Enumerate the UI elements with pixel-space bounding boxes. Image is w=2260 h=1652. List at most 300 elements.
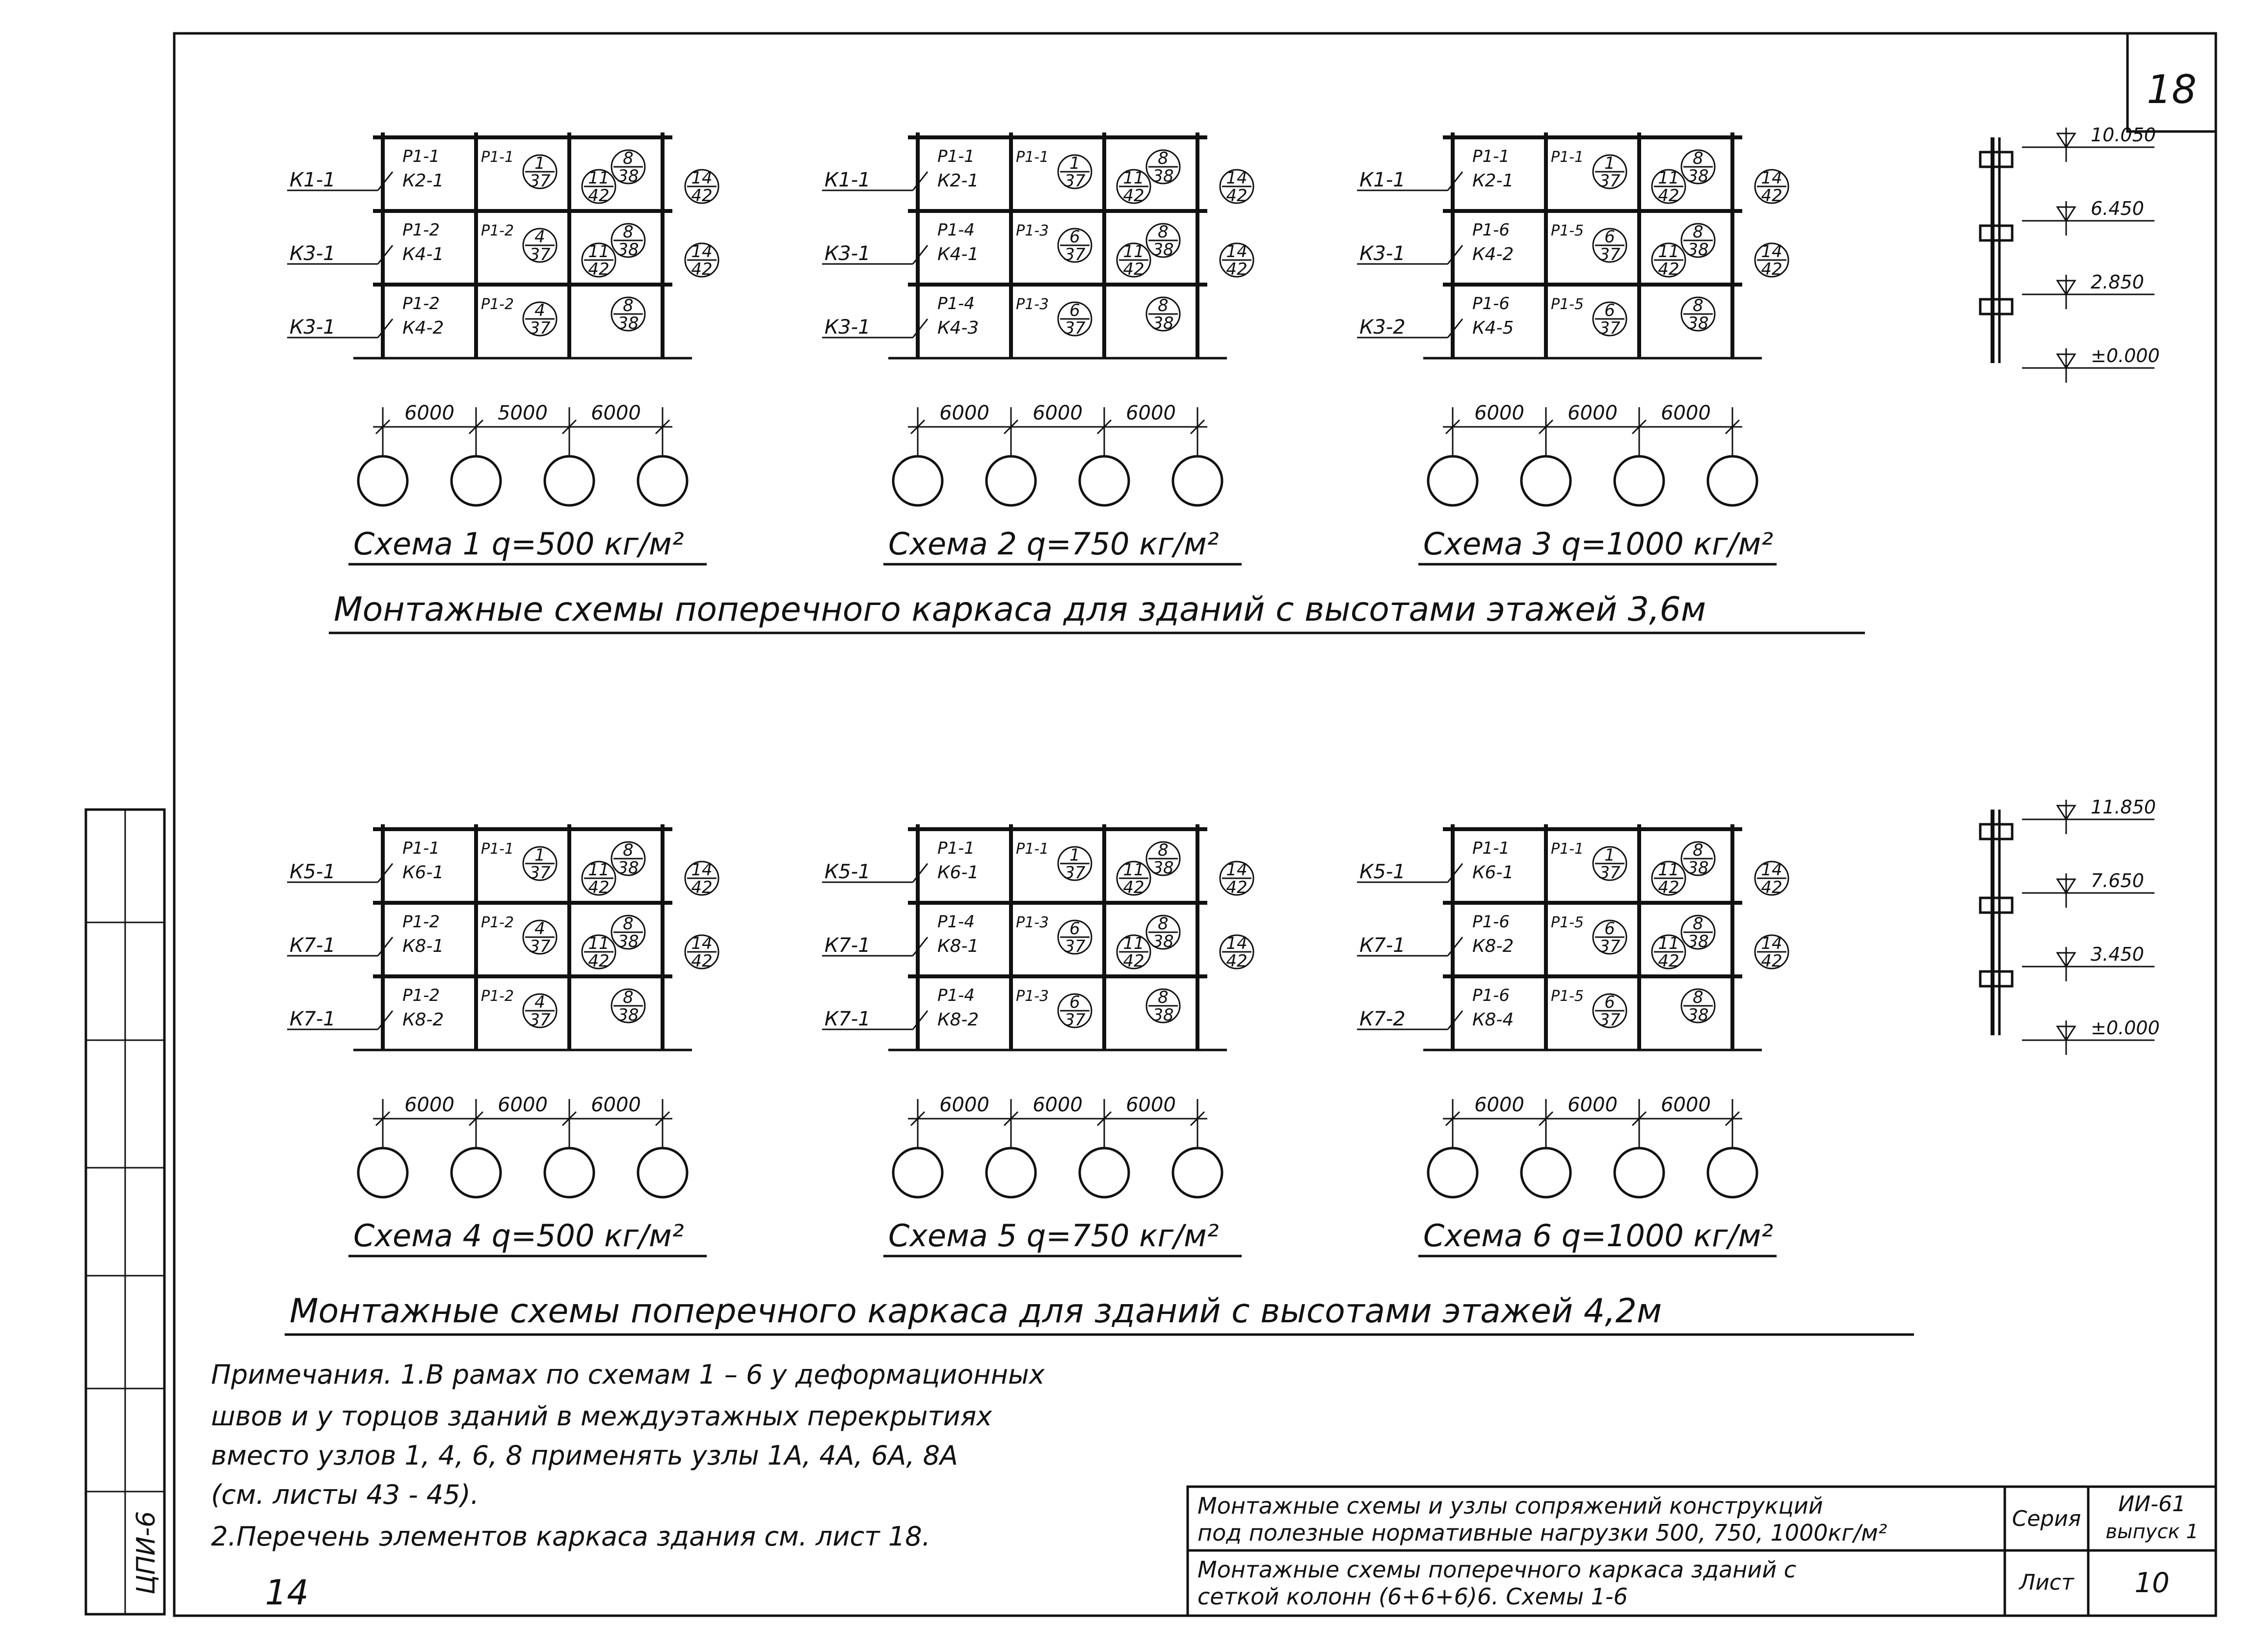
node-a-den: 37 [1064, 937, 1086, 956]
node-d-den: 42 [1226, 186, 1248, 206]
node-c-den: 38 [617, 932, 639, 951]
node-c-den: 38 [1152, 240, 1174, 260]
column-mark: К8-4 [1472, 1010, 1514, 1030]
tb-series-value-2: выпуск 1 [2105, 1521, 2199, 1543]
node-a-den: 37 [1599, 245, 1621, 264]
node-b-num: 11 [1658, 168, 1679, 188]
node-d-num: 14 [1761, 860, 1782, 880]
node-a-num: 4 [534, 919, 545, 939]
node-b-den: 42 [1123, 951, 1144, 971]
axis-bubble-2 [1080, 456, 1129, 505]
elevation-mark: 11.850 [2091, 796, 2156, 818]
node-c-num: 8 [1693, 296, 1703, 315]
column-mark: К4-2 [402, 318, 444, 338]
column-mark: К6-1 [1472, 863, 1514, 883]
node-a [523, 227, 557, 264]
beam-mark-2: Р1-1 [1551, 840, 1584, 858]
column-mark-left: К5-1 [824, 861, 871, 883]
column-mark-left: К3-1 [1359, 242, 1406, 265]
node-a-den: 37 [529, 245, 551, 264]
beam-mark: Р1-1 [402, 839, 440, 858]
node-c-num: 8 [1158, 840, 1169, 860]
tb-series-value-1: ИИ-61 [2118, 1492, 2186, 1517]
axis-bubble-2 [545, 1148, 594, 1197]
elevation-mark: 10.050 [2091, 124, 2156, 146]
side-stamp-org: ЦПИ-6 [132, 1511, 161, 1595]
node-b-den: 42 [1658, 878, 1679, 897]
node-a-den: 37 [1064, 171, 1086, 191]
node-b [582, 934, 615, 971]
axis-bubble-3 [1173, 456, 1222, 505]
node-c [612, 222, 645, 260]
node-a-den: 37 [1599, 1010, 1621, 1030]
node-b-den: 42 [588, 951, 610, 971]
node-a [523, 919, 557, 956]
node-d [685, 860, 718, 897]
node-c [1681, 914, 1715, 951]
note-line-5: 2.Перечень элементов каркаса здания см. лист 18. [211, 1521, 931, 1552]
beam-mark: Р1-2 [402, 220, 440, 240]
column-mark-left: К3-2 [1359, 316, 1406, 339]
node-d [1755, 242, 1788, 279]
node-c [612, 149, 645, 186]
scheme-title: Схема 3 q=1000 кг/м² [1423, 526, 1774, 562]
node-d-den: 42 [691, 186, 713, 206]
axis-bubble-0 [893, 456, 942, 505]
column-mark-left: К3-1 [290, 316, 336, 339]
axis-bubble-3 [1173, 1148, 1222, 1197]
beam-mark: Р1-1 [937, 839, 975, 858]
axis-bubble-1 [1521, 456, 1570, 505]
axis-bubble-1 [452, 456, 501, 505]
node-a-den: 37 [1064, 318, 1086, 338]
node-b-den: 42 [1658, 260, 1679, 279]
axis-bubble-3 [1708, 456, 1757, 505]
note-line-2: швов и у торцов зданий в междуэтажных перекрытиях [211, 1401, 992, 1432]
node-a-num: 1 [1069, 845, 1080, 865]
node-b-num: 11 [588, 860, 610, 880]
node-d-num: 14 [691, 934, 713, 953]
beam-mark-2: Р1-1 [1016, 840, 1049, 858]
node-c-den: 38 [1152, 314, 1174, 333]
axis-bubble-0 [893, 1148, 942, 1197]
node-d-den: 42 [691, 951, 713, 971]
column-mark: К2-1 [402, 171, 444, 191]
node-d [1755, 860, 1788, 897]
scheme-2 [822, 132, 1253, 564]
node-c [1681, 840, 1715, 878]
axis-bubble-0 [358, 1148, 407, 1197]
node-c-num: 8 [1158, 149, 1169, 168]
node-d-den: 42 [1761, 951, 1782, 971]
column-mark-left: К7-2 [1359, 1008, 1406, 1030]
node-b-den: 42 [1123, 878, 1144, 897]
column-mark: К4-1 [937, 244, 979, 264]
title-block [1188, 1487, 2216, 1616]
beam-mark-2: Р1-5 [1551, 988, 1584, 1005]
node-c [612, 988, 645, 1025]
node-a [523, 301, 557, 338]
node-c-num: 8 [623, 222, 634, 242]
node-c-num: 8 [1693, 840, 1703, 860]
node-a-den: 37 [1064, 1010, 1086, 1030]
axis-bubble-0 [1428, 1148, 1477, 1197]
node-a-den: 37 [1064, 245, 1086, 264]
node-c-num: 8 [1158, 222, 1169, 242]
node-b [1117, 242, 1150, 279]
axis-bubble-1 [452, 1148, 501, 1197]
node-a [1058, 301, 1091, 338]
node-d [1755, 168, 1788, 206]
tb-top-text-1: Монтажные схемы и узлы сопряжений конструкций [1197, 1493, 1823, 1519]
node-b [1652, 860, 1685, 897]
node-d-den: 42 [1761, 186, 1782, 206]
node-b-den: 42 [588, 186, 610, 206]
elevation-mark: 6.450 [2091, 198, 2144, 219]
beam-mark-2: Р1-3 [1016, 988, 1049, 1005]
node-b [1117, 860, 1150, 897]
column-mark: К4-2 [1472, 244, 1514, 264]
column-mark-left: К7-1 [1359, 934, 1406, 957]
column-mark: К8-2 [402, 1010, 444, 1030]
scheme-5 [822, 824, 1253, 1256]
note-line-4: (см. листы 43 - 45). [211, 1479, 479, 1510]
node-c-num: 8 [1693, 149, 1703, 168]
node-c-den: 38 [1152, 166, 1174, 186]
beam-mark-2: Р1-3 [1016, 222, 1049, 239]
node-a [1058, 227, 1091, 264]
node-b-num: 11 [1123, 168, 1144, 188]
node-c [1681, 149, 1715, 186]
node-a-num: 6 [1069, 227, 1080, 247]
axis-bubble-1 [986, 1148, 1036, 1197]
column-mark-left: К7-1 [824, 1008, 871, 1030]
node-a [1593, 993, 1626, 1030]
node-c-den: 38 [1687, 240, 1709, 260]
tb-bottom-text-2: сеткой колонн (6+6+6)6. Схемы 1-6 [1197, 1583, 1628, 1610]
node-a-den: 37 [529, 937, 551, 956]
beam-mark-2: Р1-1 [481, 149, 514, 166]
node-c [1681, 988, 1715, 1025]
node-b-den: 42 [1123, 186, 1144, 206]
node-c-num: 8 [1693, 988, 1703, 1007]
node-a [523, 993, 557, 1030]
elevation-mark: 3.450 [2091, 944, 2144, 965]
node-c-den: 38 [1687, 932, 1709, 951]
node-a-num: 1 [534, 154, 545, 173]
tb-sheet-label: Лист [2019, 1570, 2074, 1595]
elevation-diagram-2 [1980, 796, 2160, 1055]
node-c-num: 8 [1693, 914, 1703, 934]
beam-mark-2: Р1-2 [481, 914, 514, 931]
node-a [1593, 154, 1626, 191]
axis-bubble-2 [545, 456, 594, 505]
node-a [523, 154, 557, 191]
span-dimension: 6000 [1126, 402, 1176, 424]
node-d-num: 14 [1761, 242, 1782, 262]
column-mark: К6-1 [402, 863, 444, 883]
node-b [1652, 934, 1685, 971]
node-a-den: 37 [1599, 318, 1621, 338]
tb-bottom-text-1: Монтажные схемы поперечного каркаса зданий с [1197, 1556, 1797, 1583]
column-mark: К4-3 [937, 318, 979, 338]
span-dimension: 6000 [591, 1094, 641, 1116]
beam-mark-2: Р1-2 [481, 296, 514, 313]
node-b-den: 42 [1658, 186, 1679, 206]
beam-mark: Р1-6 [1472, 220, 1510, 240]
node-c-num: 8 [623, 914, 634, 934]
node-d [1220, 168, 1253, 206]
node-a-num: 4 [534, 301, 545, 320]
node-a-num: 6 [1604, 919, 1615, 939]
node-a-num: 6 [1604, 993, 1615, 1012]
span-dimension: 6000 [404, 1094, 454, 1116]
span-dimension: 6000 [1474, 402, 1524, 424]
schemes-layer [287, 132, 1788, 1256]
scheme-1 [287, 132, 718, 564]
beam-mark-2: Р1-5 [1551, 222, 1584, 239]
node-b-den: 42 [588, 260, 610, 279]
node-d-num: 14 [691, 242, 713, 262]
node-b-den: 42 [1123, 260, 1144, 279]
node-a [1593, 845, 1626, 883]
node-a [1593, 301, 1626, 338]
axis-bubble-2 [1615, 456, 1664, 505]
elevation-layer [1980, 124, 2160, 1055]
beam-mark: Р1-1 [937, 147, 975, 166]
span-dimension: 6000 [1568, 402, 1618, 424]
node-c [612, 914, 645, 951]
node-c [612, 840, 645, 878]
node-d [685, 934, 718, 971]
node-c-num: 8 [1158, 914, 1169, 934]
node-d-num: 14 [691, 168, 713, 188]
beam-mark: Р1-4 [937, 220, 975, 240]
node-b-num: 11 [588, 242, 610, 262]
tb-sheet-value: 10 [2134, 1567, 2170, 1599]
axis-bubble-0 [358, 456, 407, 505]
node-d-num: 14 [1226, 242, 1248, 262]
node-a-num: 1 [1604, 845, 1615, 865]
scheme-title: Схема 5 q=750 кг/м² [888, 1218, 1219, 1254]
axis-bubble-3 [638, 456, 687, 505]
span-dimension: 6000 [1474, 1094, 1524, 1116]
beam-mark: Р1-1 [402, 147, 440, 166]
node-d-den: 42 [691, 878, 713, 897]
column-mark-left: К7-1 [824, 934, 871, 957]
column-mark-left: К1-1 [290, 169, 336, 191]
sheet-corner-number: 18 [2147, 67, 2197, 112]
node-b [1652, 242, 1685, 279]
note-line-1: Примечания. 1.В рамах по схемам 1 – 6 у деформационных [211, 1359, 1045, 1390]
node-c-num: 8 [1158, 296, 1169, 315]
node-c-num: 8 [623, 988, 634, 1007]
node-c-den: 38 [617, 240, 639, 260]
node-c [1146, 988, 1180, 1025]
column-mark: К8-2 [937, 1010, 979, 1030]
node-c-den: 38 [1687, 1005, 1709, 1025]
notes [211, 1359, 1045, 1552]
column-mark: К8-1 [937, 936, 979, 956]
node-d [685, 242, 718, 279]
node-d-den: 42 [1226, 878, 1248, 897]
node-d-den: 42 [1226, 260, 1248, 279]
node-d [1220, 934, 1253, 971]
axis-bubble-0 [1428, 456, 1477, 505]
node-d [1220, 860, 1253, 897]
node-d-num: 14 [1761, 934, 1782, 953]
side-stamp [86, 810, 164, 1614]
scheme-title: Схема 6 q=1000 кг/м² [1423, 1218, 1774, 1254]
node-c-num: 8 [1158, 988, 1169, 1007]
axis-bubble-3 [638, 1148, 687, 1197]
node-c [1681, 296, 1715, 333]
elevation-diagram-1 [1980, 124, 2160, 383]
node-a-den: 37 [1599, 937, 1621, 956]
node-a-den: 37 [529, 863, 551, 883]
group-caption-bottom: Монтажные схемы поперечного каркаса для зданий с высотами этажей 4,2м [290, 1292, 1662, 1331]
node-d-num: 14 [1226, 860, 1248, 880]
node-a-den: 37 [1064, 863, 1086, 883]
span-dimension: 6000 [404, 402, 454, 424]
node-c-num: 8 [623, 149, 634, 168]
scheme-title: Схема 1 q=500 кг/м² [353, 526, 684, 562]
beam-mark: Р1-4 [937, 294, 975, 314]
node-b [582, 860, 615, 897]
group-caption-top: Монтажные схемы поперечного каркаса для зданий с высотами этажей 3,6м [334, 590, 1706, 629]
node-b [1652, 168, 1685, 206]
node-c-den: 38 [1687, 166, 1709, 186]
column-mark: К6-1 [937, 863, 979, 883]
column-mark-left: К7-1 [290, 1008, 336, 1030]
elevation-mark: 7.650 [2091, 870, 2144, 892]
span-dimension: 6000 [939, 1094, 989, 1116]
node-c-den: 38 [1152, 932, 1174, 951]
beam-mark: Р1-1 [1472, 147, 1510, 166]
beam-mark-2: Р1-1 [1016, 149, 1049, 166]
node-d [685, 168, 718, 206]
node-c-den: 38 [617, 166, 639, 186]
span-dimension: 6000 [1568, 1094, 1618, 1116]
node-a-num: 6 [1604, 301, 1615, 320]
column-mark: К2-1 [937, 171, 979, 191]
span-dimension: 6000 [1033, 1094, 1083, 1116]
span-dimension: 6000 [1033, 402, 1083, 424]
node-c [1681, 222, 1715, 260]
node-b-den: 42 [1658, 951, 1679, 971]
node-a-den: 37 [1599, 171, 1621, 191]
beam-mark-2: Р1-5 [1551, 914, 1584, 931]
node-b-num: 11 [1123, 860, 1144, 880]
column-mark-left: К1-1 [824, 169, 871, 191]
node-a-num: 1 [1604, 154, 1615, 173]
node-d [1220, 242, 1253, 279]
beam-mark: Р1-1 [1472, 839, 1510, 858]
beam-mark-2: Р1-1 [481, 840, 514, 858]
node-b-num: 11 [1123, 934, 1144, 953]
note-line-3: вместо узлов 1, 4, 6, 8 применять узлы 1А, 4А, 6А, 8А [211, 1440, 958, 1471]
column-mark-left: К1-1 [1359, 169, 1406, 191]
node-d [1755, 934, 1788, 971]
beam-mark: Р1-6 [1472, 986, 1510, 1005]
node-a-num: 1 [534, 845, 545, 865]
elevation-mark: ±0.000 [2091, 345, 2160, 367]
beam-mark: Р1-4 [937, 986, 975, 1005]
node-d-den: 42 [691, 260, 713, 279]
node-b [1117, 934, 1150, 971]
column-mark-left: К3-1 [290, 242, 336, 265]
beam-mark: Р1-2 [402, 986, 440, 1005]
node-c-den: 38 [617, 314, 639, 333]
span-dimension: 5000 [498, 402, 548, 424]
beam-mark: Р1-2 [402, 912, 440, 932]
node-c [1146, 840, 1180, 878]
page-bottom-number: 14 [265, 1573, 309, 1613]
node-b-num: 11 [1658, 242, 1679, 262]
node-d-num: 14 [1761, 168, 1782, 188]
node-c-num: 8 [1693, 222, 1703, 242]
node-a-den: 37 [529, 318, 551, 338]
node-c-den: 38 [1152, 858, 1174, 878]
node-c-den: 38 [617, 1005, 639, 1025]
span-dimension: 6000 [939, 402, 989, 424]
column-mark-left: К3-1 [824, 242, 871, 265]
node-a [1058, 993, 1091, 1030]
beam-mark: Р1-2 [402, 294, 440, 314]
node-d-num: 14 [1226, 168, 1248, 188]
elevation-mark: 2.850 [2091, 271, 2144, 293]
node-a-den: 37 [529, 1010, 551, 1030]
node-a-num: 6 [1069, 919, 1080, 939]
tb-top-text-2: под полезные нормативные нагрузки 500, 750, 1000кг/м² [1197, 1520, 1888, 1546]
column-mark: К4-1 [402, 244, 444, 264]
node-d-num: 14 [1226, 934, 1248, 953]
node-a-num: 4 [534, 227, 545, 247]
tb-series-label: Серия [2012, 1506, 2081, 1531]
column-mark: К8-2 [1472, 936, 1514, 956]
column-mark-left: К5-1 [1359, 861, 1406, 883]
node-b-num: 11 [1658, 860, 1679, 880]
node-a [1593, 919, 1626, 956]
node-c-den: 38 [1687, 858, 1709, 878]
axis-bubble-1 [986, 456, 1036, 505]
axis-bubble-2 [1080, 1148, 1129, 1197]
scheme-4 [287, 824, 718, 1256]
beam-mark: Р1-4 [937, 912, 975, 932]
node-c [1146, 149, 1180, 186]
node-c-den: 38 [617, 858, 639, 878]
node-a [1593, 227, 1626, 264]
node-a [1058, 919, 1091, 956]
elevation-mark: ±0.000 [2091, 1017, 2160, 1039]
column-mark-left: К7-1 [290, 934, 336, 957]
beam-mark: Р1-6 [1472, 912, 1510, 932]
node-a [1058, 845, 1091, 883]
span-dimension: 6000 [1126, 1094, 1176, 1116]
span-dimension: 6000 [1661, 402, 1711, 424]
node-a-num: 4 [534, 993, 545, 1012]
scheme-3 [1357, 132, 1788, 564]
node-c [1146, 222, 1180, 260]
beam-mark-2: Р1-5 [1551, 296, 1584, 313]
node-a [1058, 154, 1091, 191]
beam-mark-2: Р1-2 [481, 222, 514, 239]
beam-mark-2: Р1-3 [1016, 296, 1049, 313]
node-c-num: 8 [623, 840, 634, 860]
scheme-6 [1357, 824, 1788, 1256]
node-c-num: 8 [623, 296, 634, 315]
node-b [582, 168, 615, 206]
